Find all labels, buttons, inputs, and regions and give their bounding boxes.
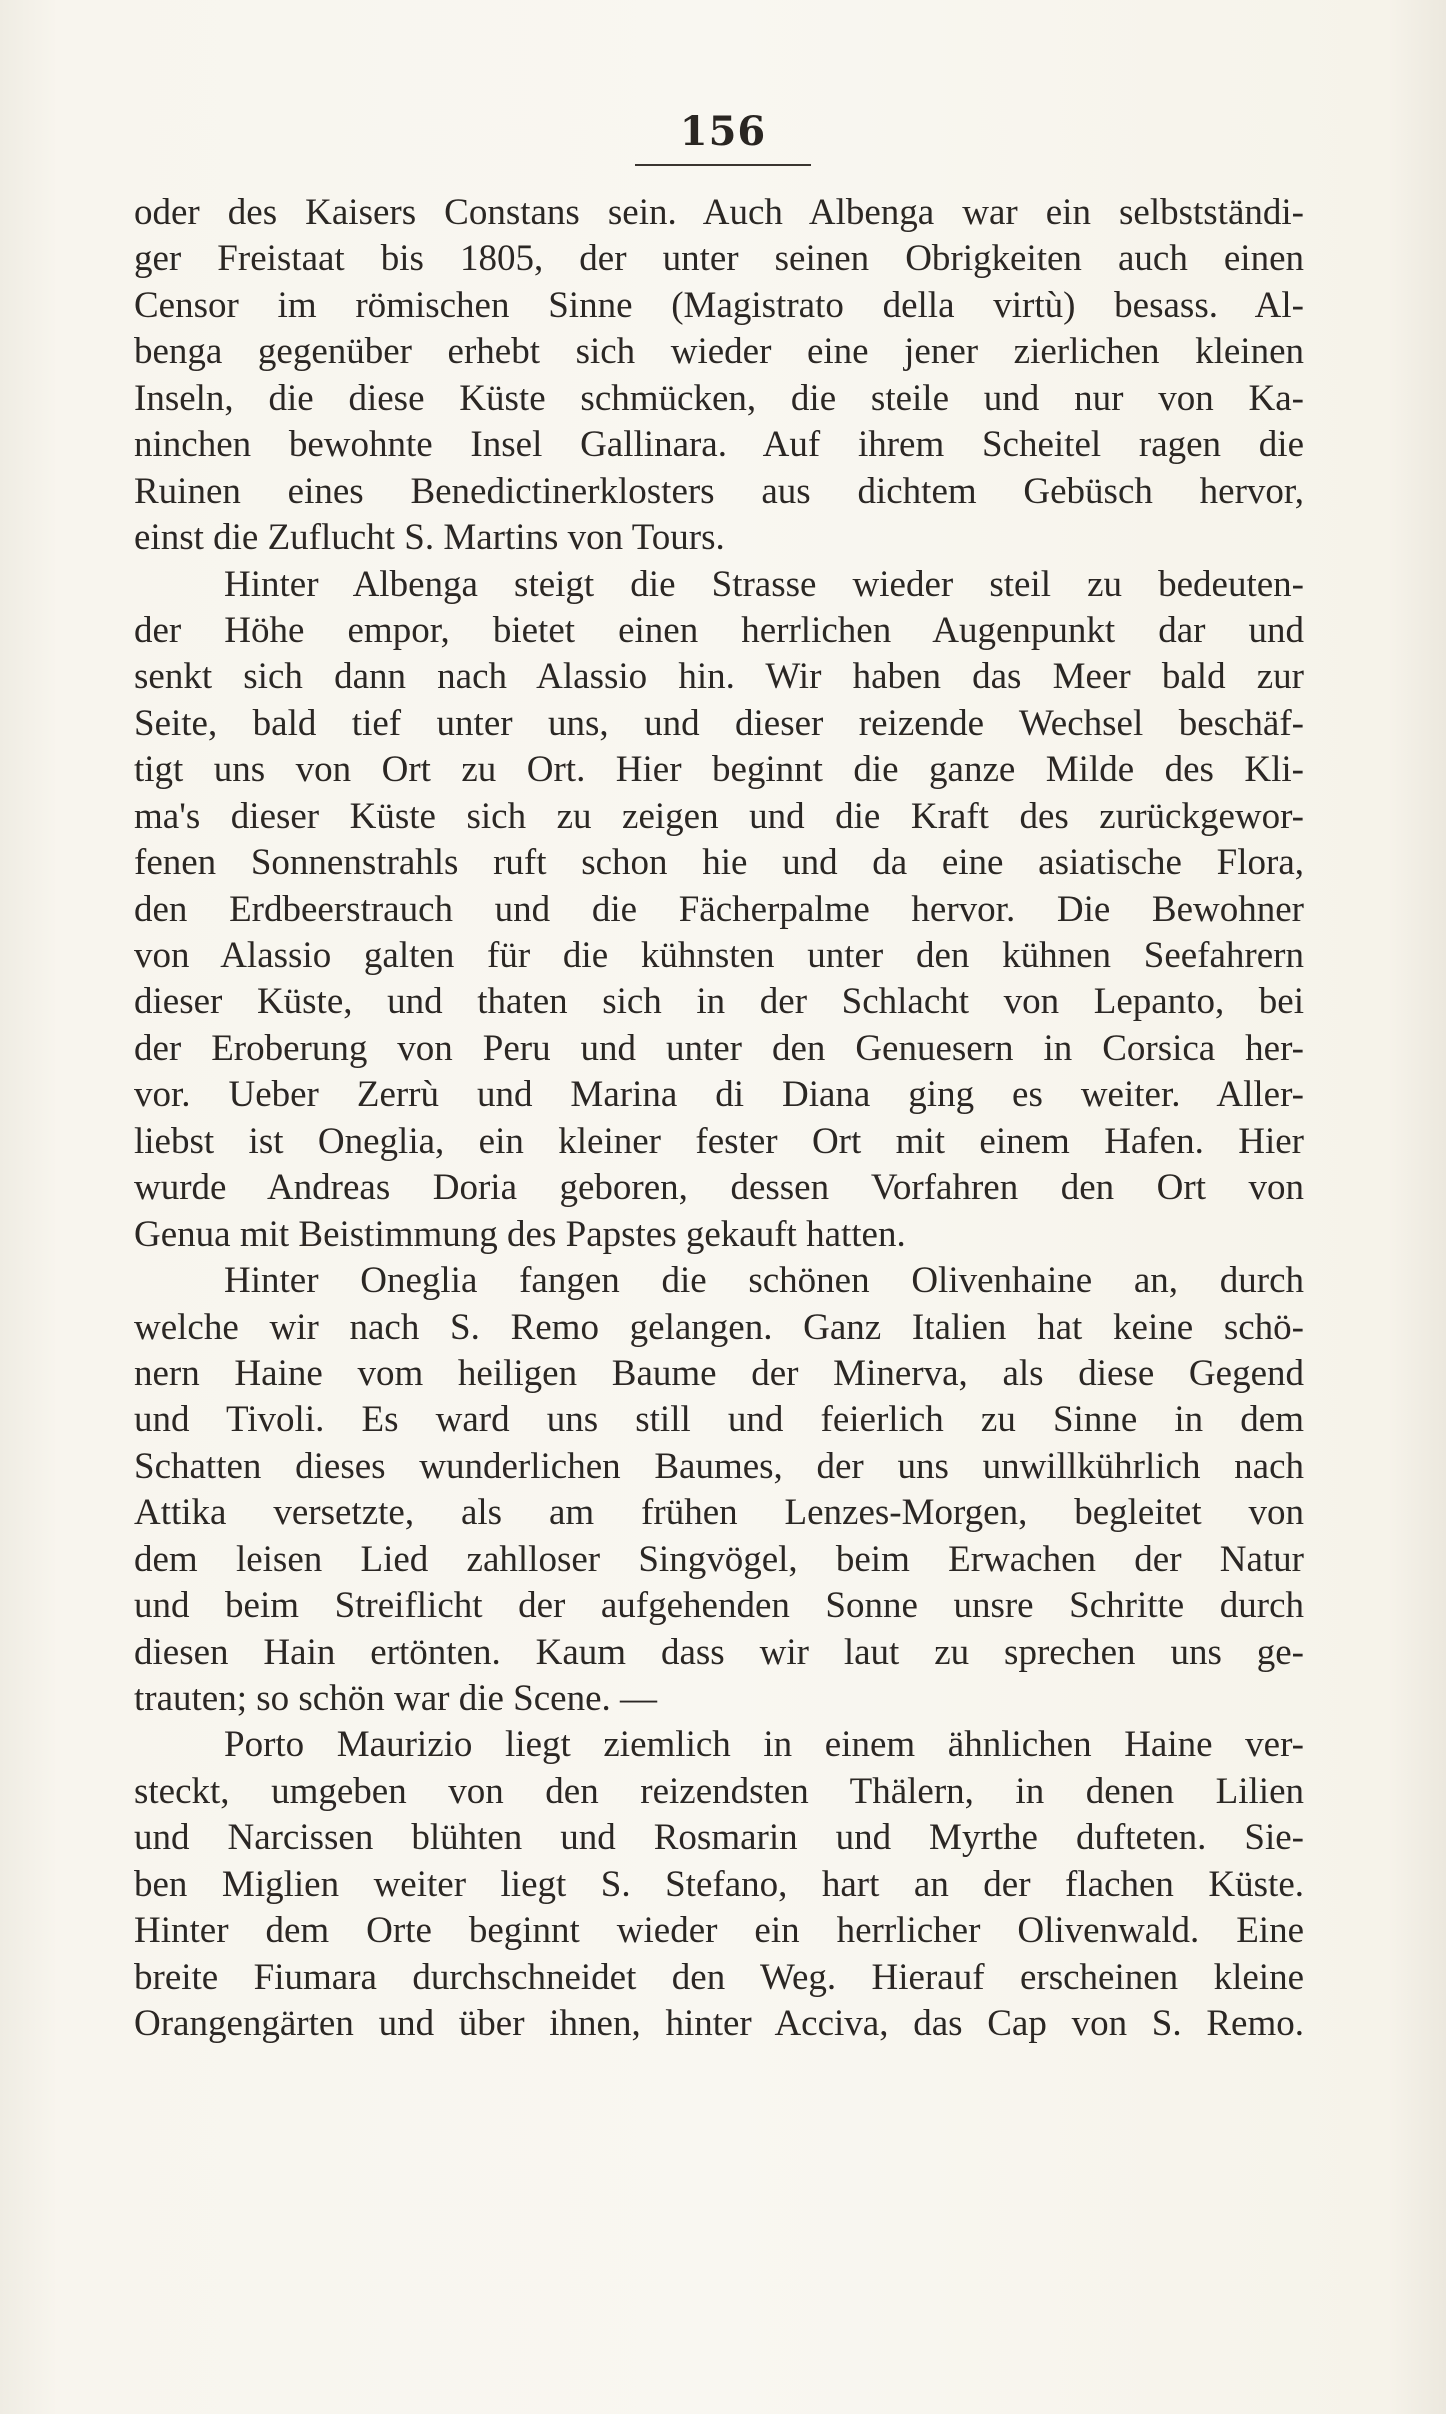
- text-line: oder des Kaisers Constans sein. Auch Albenga war ein selbstständi-: [134, 192, 1304, 233]
- text-line: vor. Ueber Zerrù und Marina di Diana ging es weiter. Aller-: [134, 1074, 1304, 1116]
- text-line: fenen Sonnenstrahls ruft schon hie und da eine asiatische Flora,: [134, 842, 1304, 884]
- paragraph: [134, 562, 1304, 1259]
- text-line: breite Fiumara durchschneidet den Weg. Hierauf erscheinen kleine: [134, 1956, 1304, 1998]
- text-line: ninchen bewohnte Insel Gallinara. Auf ihrem Scheitel ragen die: [134, 424, 1304, 466]
- text-line: Porto Maurizio liegt ziemlich in einem ähnlichen Haine ver-: [224, 1724, 1304, 1766]
- text-line: Attika versetzte, als am frühen Lenzes-Morgen, begleitet von: [134, 1492, 1304, 1534]
- text-line: ma's dieser Küste sich zu zeigen und die Kraft des zurückgewor-: [134, 795, 1304, 837]
- body-text: [134, 190, 1304, 2048]
- paragraph: [134, 1258, 1304, 1722]
- text-line: Orangengärten und über ihnen, hinter Acciva, das Cap von S. Remo.: [134, 2003, 1304, 2045]
- text-line: tigt uns von Ort zu Ort. Hier beginnt die ganze Milde des Kli-: [134, 749, 1304, 791]
- text-line: Hinter dem Orte beginnt wieder ein herrlicher Olivenwald. Eine: [134, 1910, 1304, 1952]
- text-line: Genua mit Beistimmung des Papstes gekauft hatten.: [134, 1213, 906, 1255]
- text-line: der Eroberung von Peru und unter den Genuesern in Corsica her-: [134, 1027, 1304, 1069]
- text-line: und Tivoli. Es ward uns still und feierlich zu Sinne in dem: [134, 1399, 1304, 1441]
- text-line: ger Freistaat bis 1805, der unter seinen Obrigkeiten auch einen: [134, 238, 1304, 280]
- text-line: ben Miglien weiter liegt S. Stefano, hart an der flachen Küste.: [134, 1863, 1304, 1905]
- text-line: welche wir nach S. Remo gelangen. Ganz Italien hat keine schö-: [134, 1306, 1304, 1348]
- text-line: nern Haine vom heiligen Baume der Minerva, als diese Gegend: [134, 1352, 1304, 1394]
- text-line: senkt sich dann nach Alassio hin. Wir haben das Meer bald zur: [134, 656, 1304, 698]
- text-line: und Narcissen blühten und Rosmarin und Myrthe dufteten. Sie-: [134, 1817, 1304, 1859]
- text-line: dieser Küste, und thaten sich in der Schlacht von Lepanto, bei: [134, 981, 1304, 1023]
- text-line: und beim Streiflicht der aufgehenden Sonne unsre Schritte durch: [134, 1585, 1304, 1627]
- text-line: diesen Hain ertönten. Kaum dass wir laut zu sprechen uns ge-: [134, 1631, 1304, 1673]
- text-line: Hinter Albenga steigt die Strasse wieder steil zu bedeuten-: [224, 563, 1304, 605]
- text-line: benga gegenüber erhebt sich wieder eine jener zierlichen kleinen: [134, 331, 1304, 373]
- text-line: Schatten dieses wunderlichen Baumes, der uns unwillkührlich nach: [134, 1445, 1304, 1487]
- text-line: liebst ist Oneglia, ein kleiner fester Ort mit einem Hafen. Hier: [134, 1120, 1304, 1162]
- paragraph: [134, 1722, 1304, 2047]
- text-line: steckt, umgeben von den reizendsten Thälern, in denen Lilien: [134, 1770, 1304, 1812]
- text-line: dem leisen Lied zahlloser Singvögel, beim Erwachen der Natur: [134, 1538, 1304, 1580]
- text-line: der Höhe empor, bietet einen herrlichen Augenpunkt dar und: [134, 609, 1304, 651]
- text-line: Inseln, die diese Küste schmücken, die steile und nur von Ka-: [134, 377, 1304, 419]
- text-line: Censor im römischen Sinne (Magistrato della virtù) besass. Al-: [134, 284, 1304, 326]
- text-line: trauten; so schön war die Scene. —: [134, 1678, 657, 1719]
- page-number: 156: [679, 108, 767, 155]
- text-line: Ruinen eines Benedictinerklosters aus dichtem Gebüsch hervor,: [134, 470, 1304, 512]
- text-line: von Alassio galten für die kühnsten unter den kühnen Seefahrern: [134, 935, 1304, 976]
- paragraph: [134, 190, 1304, 562]
- text-line: Seite, bald tief unter uns, und dieser reizende Wechsel beschäf-: [134, 702, 1304, 744]
- text-line: einst die Zuflucht S. Martins von Tours.: [134, 517, 725, 559]
- header-rule: [635, 164, 811, 166]
- text-line: wurde Andreas Doria geboren, dessen Vorfahren den Ort von: [134, 1167, 1304, 1209]
- text-line: den Erdbeerstrauch und die Fächerpalme hervor. Die Bewohner: [134, 888, 1304, 930]
- text-line: Hinter Oneglia fangen die schönen Olivenhaine an, durch: [224, 1260, 1304, 1302]
